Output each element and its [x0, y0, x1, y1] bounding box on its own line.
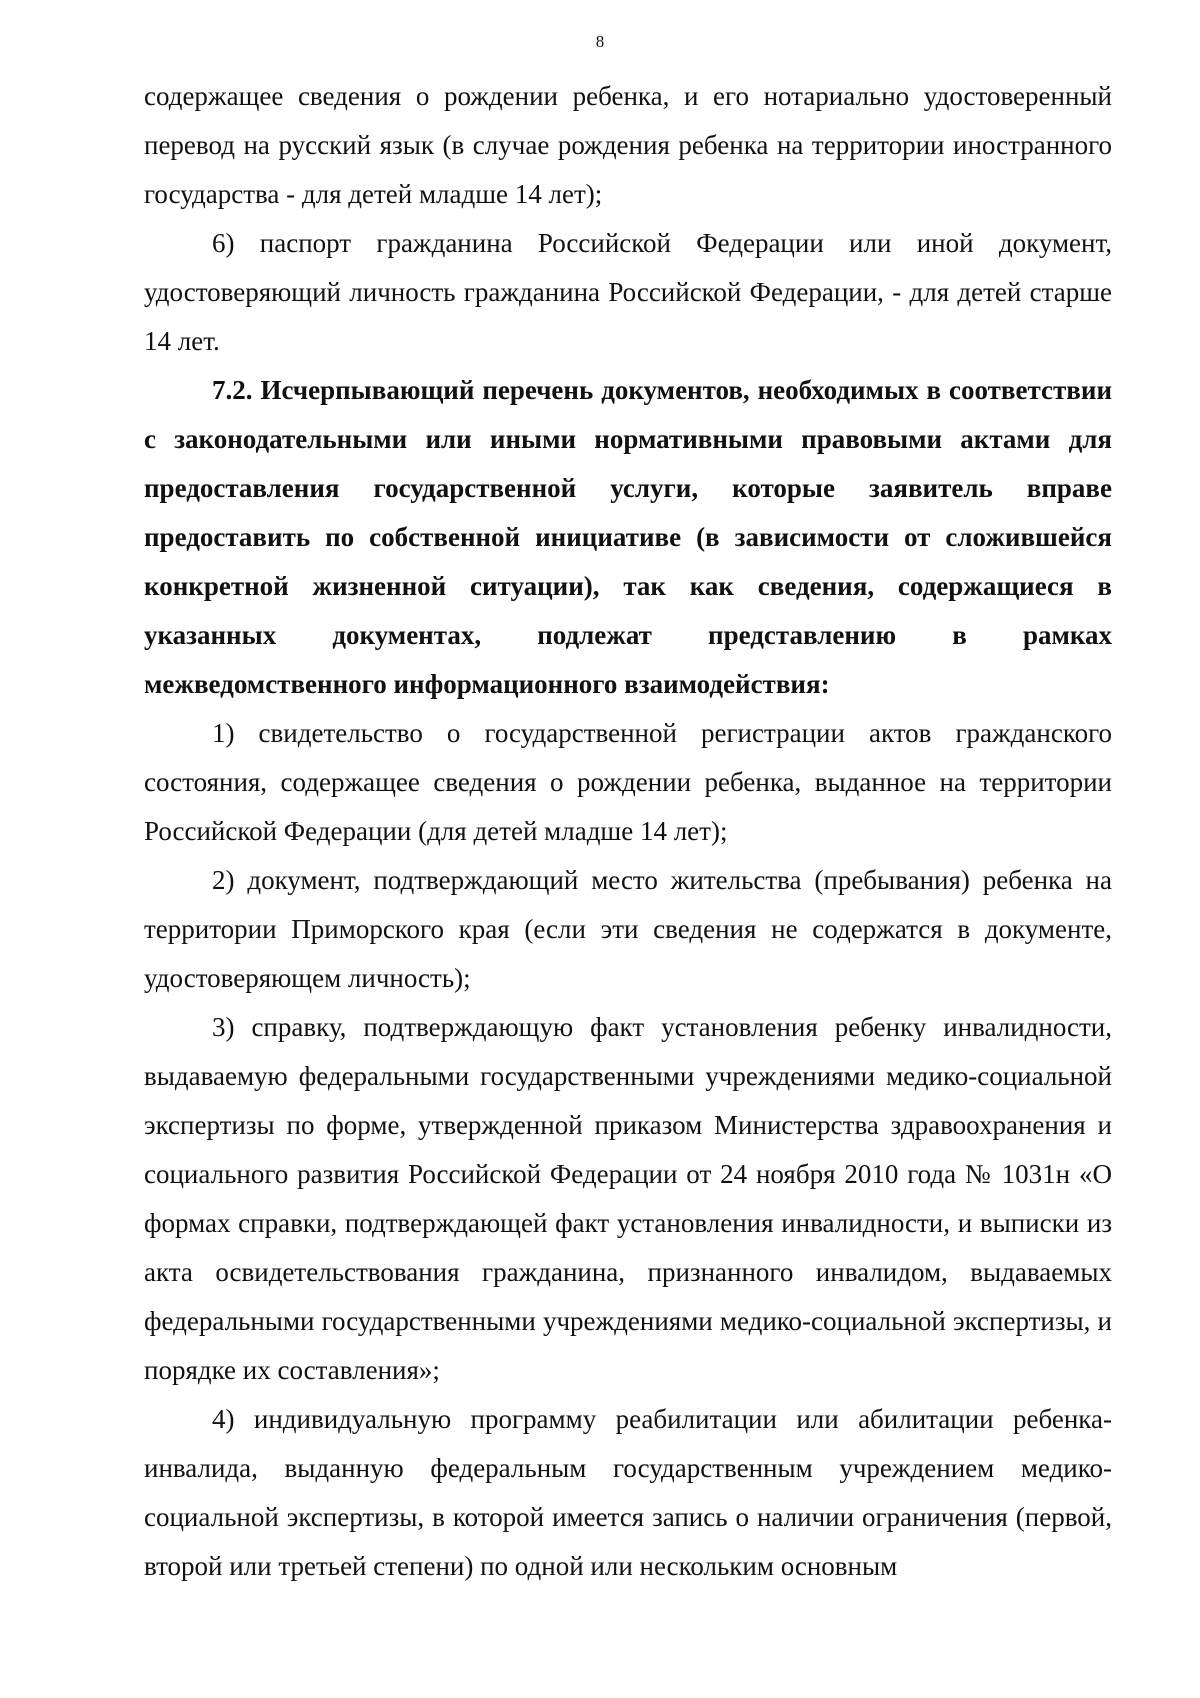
paragraph-continuation: содержащее сведения о рождении ребенка, и его нотариально удостоверенный перевод на русский язык (в случае рождения ребенка на территории иностранного государства - для детей младше 14 лет);: [144, 81, 1112, 209]
document-body: [144, 72, 1112, 1591]
section-heading-7-2: 7.2. Исчерпывающий перечень документов, необходимых в соответствии с законодательными или иными нормативными правовыми актами для предоставления государственной услуги, которые заявитель вправе предоставить по собственной инициативе (в зависимости от сложившейся конкретной жизненной ситуации), так как сведения, содержащиеся в указанных документах, подлежат представлению в рамках межведомственного информационного взаимодействия:: [144, 375, 1112, 699]
list-item-1: 1) свидетельство о государственной регистрации актов гражданского состояния, содержащее сведения о рождении ребенка, выданное на территории Российской Федерации (для детей младше 14 лет);: [144, 718, 1112, 846]
list-item-2: 2) документ, подтверждающий место жительства (пребывания) ребенка на территории Приморского края (если эти сведения не содержатся в документе, удостоверяющем личность);: [144, 865, 1112, 993]
list-item-6: 6) паспорт гражданина Российской Федерации или иной документ, удостоверяющий личность гражданина Российской Федерации, - для детей старше 14 лет.: [144, 228, 1112, 356]
list-item-3: 3) справку, подтверждающую факт установления ребенку инвалидности, выдаваемую федеральными государственными учреждениями медико-социальной экспертизы по форме, утвержденной приказом Министерства здравоохранения и социального развития Российской Федерации от 24 ноября 2010 года № 1031н «О формах справки, подтверждающей факт установления инвалидности, и выписки из акта освидетельствования гражданина, признанного инвалидом, выдаваемых федеральными государственными учреждениями медико-социальной экспертизы, и порядке их составления»;: [144, 1012, 1112, 1385]
list-item-4: 4) индивидуальную программу реабилитации или абилитации ребенка-инвалида, выданную федеральным государственным учреждением медико-социальной экспертизы, в которой имеется запись о наличии ограничения (первой, второй или третьей степени) по одной или нескольким основным: [144, 1404, 1112, 1581]
page-number: 8: [595, 32, 605, 51]
